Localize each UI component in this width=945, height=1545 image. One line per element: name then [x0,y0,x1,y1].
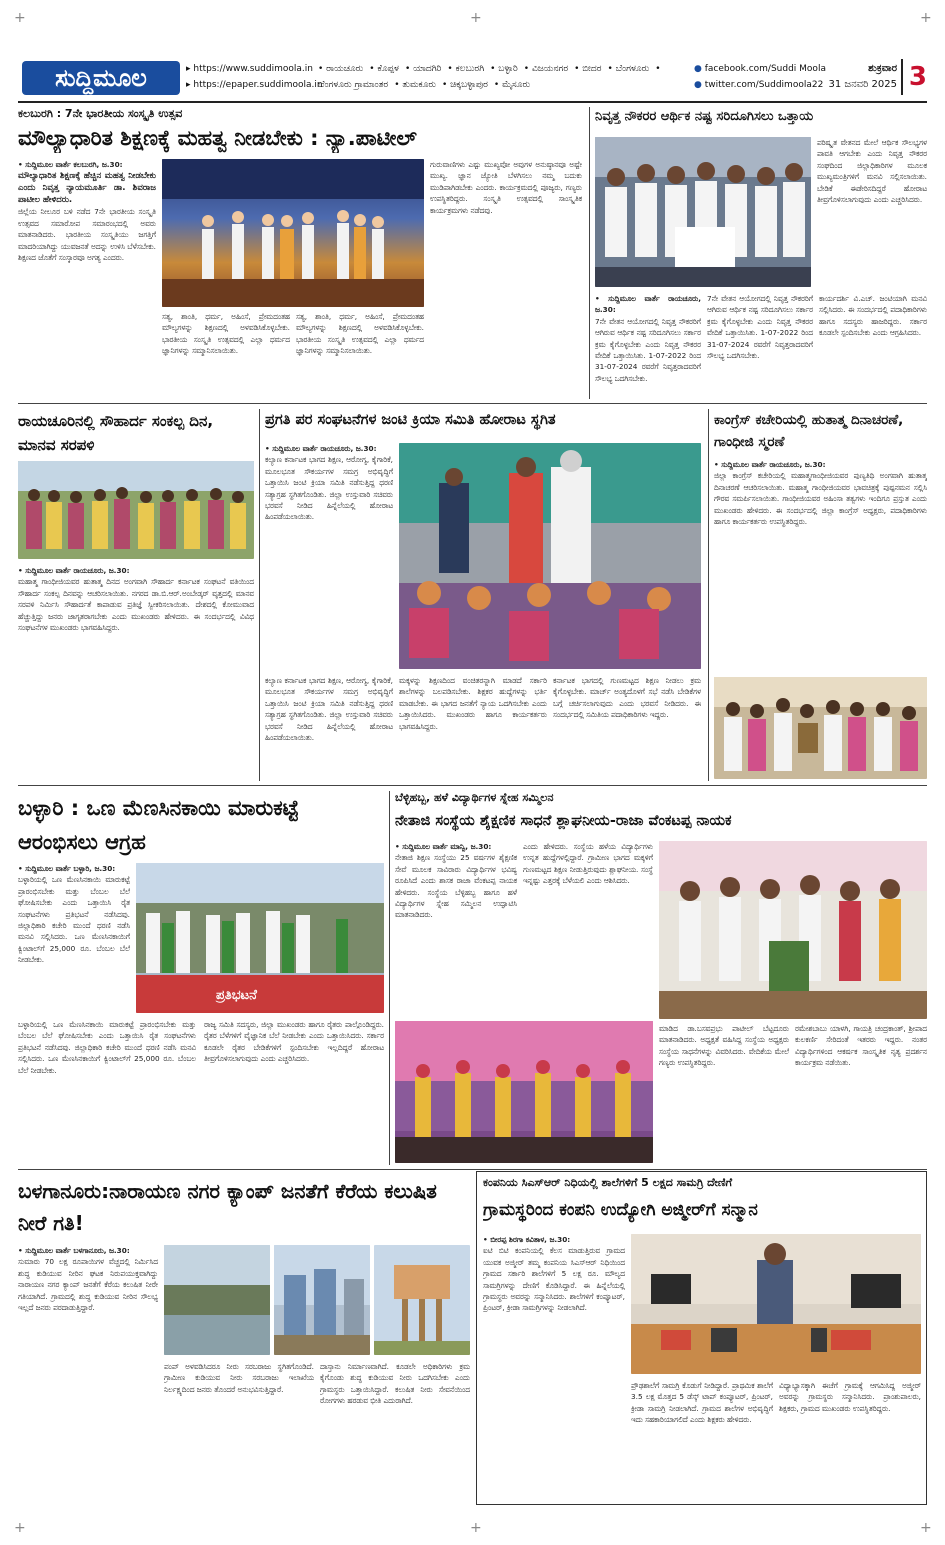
story-kicker: ಕಲಬುರಗಿ : 7ನೇ ಭಾರತೀಯ ಸಂಸ್ಕೃತಿ ಉತ್ಸವ [18,107,183,120]
section-rule [18,1169,927,1170]
inauguration-photo [659,841,927,1019]
story-column [707,293,813,399]
paragraph: ವಿಧ್ಯಾಭ್ಯಾಸಕ್ಕಾಗಿ ಈಚೆಗೆ ಗ್ರಾಮಕ್ಕೆ ಆಗಮಿಸಿದ್ದ ಅಜ್ಮೀರ್ ಅವರನ್ನು ಗ್ರಾಮಸ್ಥರು ಸನ್ಮಾನಿಸಿದರು. ಪ್ರಾಂಶುಪಾಲರು, ಶಿಕ್ಷಕರು, ಗ್ರಾಮದ ಮುಖಂಡರು ಉಪಸ್ಥಿತರಿದ್ದರು. [779,1381,921,1413]
story-chilli-market [18,791,384,1165]
lake-photo [164,1245,270,1355]
paragraph: ಗುರುವಾಣಿಗಳು ಎಷ್ಟು ಮುಖ್ಯವೋ ಅವುಗಳ ಅನುಷ್ಠಾನವೂ ಅಷ್ಟೇ ಮುಖ್ಯ. ಜ್ಞಾನ ಜ್ಯೋತಿ ಬೆಳಗಿಸಲು ನಮ್ಮ ಬದುಕು ಮುಡಿಪಾಗಿಡಬೇಕು ಎಂದರು. ಕಾರ್ಯಕ್ರಮದಲ್ಲಿ ಪೂಜ್ಯರು, ಗಣ್ಯರು ಉಪಸ್ಥಿತರಿದ್ದರು. ಸಂಸ್ಕೃತಿ ಉತ್ಸವದಲ್ಲಿ ಸಾಂಸ್ಕೃತಿಕ ಕಾರ್ಯಕ್ರಮಗಳು ನಡೆದವು. [430,160,582,215]
paragraph: 7ನೇ ವೇತನ ಆಯೋಗದಲ್ಲಿ ನಿವೃತ್ತ ನೌಕರರಿಗೆ ಆಗಿರುವ ಆರ್ಥಿಕ ನಷ್ಟ ಸರಿದೂಗಿಸಲು ಸರ್ಕಾರ ಕ್ರಮ ಕೈಗೊಳ್ಳಬೇಕು ಎಂದು ನಿವೃತ್ತ ನೌಕರರ ವೇದಿಕೆ ಒತ್ತಾಯಿಸಿತು. 1-07-2022 ರಿಂದ 31-07-2024 ರವರೆಗೆ ನಿವೃತ್ತರಾದವರಿಗೆ ಸೌಲಭ್ಯ ಒದಗಿಸಬೇಕು. [707,294,813,361]
lead-paragraph: ಮೌಲ್ಯಾಧಾರಿತ ಶಿಕ್ಷಣಕ್ಕೆ ಹೆಚ್ಚಿನ ಮಹತ್ವ ನೀಡಬೇಕು ಎಂದು ನಿವೃತ್ತ ನ್ಯಾಯಮೂರ್ತಿ ಡಾ. ಶಿವರಾಜ ಪಾಟೀಲ ಹೇಳಿದರು. [18,171,156,206]
twitter-link[interactable]: ● twitter.com/Suddimoola22 [694,80,824,90]
story-column [162,311,290,397]
district-list [318,61,688,93]
water-plant-photo [274,1245,370,1355]
donation-photo [631,1234,921,1374]
paragraph: ಸುಮಾರು 70 ಲಕ್ಷ ರೂಪಾಯಿಗಳ ವೆಚ್ಚದಲ್ಲಿ ನಿರ್ಮಿಸಿದ ಶುದ್ಧ ಕುಡಿಯುವ ನೀರಿನ ಘಟಕ ನಿರುಪಯುಕ್ತವಾಗಿದ್ದು ನಾರಾಯಣ ನಗರ ಕ್ಯಾಂಪ್ ಜನತೆಗೆ ಕೆರೆಯ ಕಲುಷಿತ ನೀರೇ ಗತಿಯಾಗಿದೆ. ಗ್ರಾಮದಲ್ಲಿ ಶುದ್ಧ ಕುಡಿಯುವ ನೀರಿನ ಸೌಲಭ್ಯ ಇಲ್ಲದೆ ಜನರು ಪರದಾಡುತ್ತಿದ್ದಾರೆ. [18,1257,158,1313]
story-column [204,1019,384,1163]
paragraph: ರಾಜ್ಯ ಸಮಿತಿ ಸದಸ್ಯರು, ಜಿಲ್ಲಾ ಮುಖಂಡರು ಹಾಗೂ ರೈತರು ಪಾಲ್ಗೊಂಡಿದ್ದರು. ರೈತರ ಬೆಳೆಗಳಿಗೆ ವೈಜ್ಞಾನಿಕ ಬೆಲೆ ನೀಡಬೇಕು ಎಂದು ಒತ್ತಾಯಿಸಿದರು. ಸರ್ಕಾರ ಕೂಡಲೇ ರೈತರ ಬೇಡಿಕೆಗಳಿಗೆ ಸ್ಪಂದಿಸಬೇಕು ಇಲ್ಲದಿದ್ದರೆ ಹೋರಾಟ ತೀವ್ರಗೊಳಿಸಲಾಗುವುದು ಎಂದು ಎಚ್ಚರಿಸಿದರು. [204,1020,384,1064]
paragraph: ಸತ್ಯ, ಶಾಂತಿ, ಧರ್ಮ, ಅಹಿಂಸೆ, ಪ್ರೇಮದಂತಹ ಮೌಲ್ಯಗಳನ್ನು ಶಿಕ್ಷಣದಲ್ಲಿ ಅಳವಡಿಸಿಕೊಳ್ಳಬೇಕು. ಭಾರತೀಯ ಸಂಸ್ಕೃತಿ ಉತ್ಸವದಲ್ಲಿ ಎಲ್ಲಾ ಧರ್ಮದ ಜ್ಞಾನಿಗಳನ್ನು ಸಮ್ಮಾನಿಸಲಾಯಿತು. [162,312,290,356]
social-links [694,61,826,93]
byline: • ಸುದ್ದಿಮೂಲ ವಾರ್ತೆ ರಾಯಚೂರು, ಜ.30: [18,566,130,575]
story-column [483,1234,625,1502]
story-headline: ನಿವೃತ್ತ ನೌಕರರ ಆರ್ಥಿಕ ನಷ್ಟ ಸರಿದೂಗಿಸಲು ಒತ್ತಾಯ [595,109,814,124]
newspaper-logo: ಸುದ್ದಿಮೂಲ [22,61,180,95]
story-joint-action-committee [265,409,703,781]
story-headline: ಮೌಲ್ಯಾಧಾರಿತ ಶಿಕ್ಷಣಕ್ಕೆ ಮಹತ್ವ ನೀಡಬೇಕು : ನ್ಯಾ.ಪಾಟೀಲ್ [18,126,417,150]
district-link[interactable]: • ವಿಜಯನಗರ [523,64,569,74]
polluted-lake-photo [164,1245,270,1355]
story-kicker: ಕಂಪನಿಯ ಸಿಎಸ್ಆರ್ ನಿಧಿಯಲ್ಲಿ ಶಾಲೆಗಳಿಗೆ 5 ಲಕ್ಷದ ಸಾಮಗ್ರಿ ದೇಣಿಗೆ [483,1176,733,1189]
overhead-tank-photo [374,1245,470,1355]
protest-gathering-photo [399,443,701,669]
group-photo [595,137,811,287]
computer-lab-photo [631,1234,921,1374]
byline: • ಸುದ್ದಿಮೂಲ ವಾರ್ತೆ ರಾಯಚೂರು, ಜ.30: [265,444,377,453]
story-column [631,1380,773,1502]
url-list [186,61,323,93]
column-rule [708,409,709,781]
epaper-link[interactable]: ▸ https://epaper.suddimoola.in [186,80,323,90]
date: 31 ಜನವರಿ 2025 [828,79,897,90]
story-harmony-day [18,409,254,781]
column-rule [589,107,590,399]
crowd-photo [18,461,254,559]
story-column [320,1361,470,1503]
story-column [18,159,156,397]
event-stage-photo [162,159,424,307]
byline: • ಸುದ್ದಿಮೂಲ ವಾರ್ತೆ ರಾಯಚೂರು, ಜ.30: [714,460,826,469]
paragraph: ಎಂದು ಹೇಳಿದರು. ಸಂಸ್ಥೆಯ ಹಳೆಯ ವಿದ್ಯಾರ್ಥಿಗಳು ಉನ್ನತ ಹುದ್ದೆಗಳಲ್ಲಿದ್ದಾರೆ. ಗ್ರಾಮೀಣ ಭಾಗದ ಮಕ್ಕಳಿಗೆ ಗುಣಮಟ್ಟದ ಶಿಕ್ಷಣ ನೀಡುತ್ತಿರುವುದು ಶ್ಲಾಘನೀಯ. ಸಂಸ್ಥೆ ಇನ್ನಷ್ಟು ಎತ್ತರಕ್ಕೆ ಬೆಳೆಯಲಿ ಎಂದು ಆಶಿಸಿದರು. [523,842,653,886]
story-column [714,459,927,673]
story-column [164,1361,314,1503]
story-column [819,293,927,399]
byline: • ಸುದ್ದಿಮೂಲ ವಾರ್ತೆ ಕಲಬುರಗಿ, ಜ.30: [18,160,123,169]
story-column [430,159,582,397]
masthead [18,59,927,103]
story-column [18,863,130,1013]
paragraph: ಜಿಲ್ಲೆಯ ನೀಲೂರ ಬಳಿ ನಡೆದ 7ನೇ ಭಾರತೀಯ ಸಂಸ್ಕೃತಿ ಉತ್ಸವದ ಸಮಾರೋಪ ಸಮಾರಂಭದಲ್ಲಿ ಅವರು ಮಾತನಾಡಿದರು. ಭಾರತೀಯ ಸಂಸ್ಕೃತಿಯು ಜಗತ್ತಿಗೆ ಮಾದರಿಯಾಗಿದ್ದು ಯುವಜನತೆ ಅದನ್ನು ಉಳಿಸಿ ಬೆಳೆಸಬೇಕು. ಶಿಕ್ಷಣದ ಜೊತೆಗೆ ಸಂಸ್ಕಾರವೂ ಅಗತ್ಯ ಎಂದರು. [18,207,156,263]
story-column [523,841,653,1015]
weekday: ಶುಕ್ರವಾರ [868,63,897,74]
crop-mark: + [470,1520,482,1536]
story-column [779,1380,921,1502]
farmers-protest-photo [136,863,384,1013]
district-link[interactable]: • ರಾಯಚೂರು [318,64,364,74]
story-netaji-institution [395,791,927,1165]
crop-mark: + [920,10,932,26]
byline: • ಸುದ್ದಿಮೂಲ ವಾರ್ತೆ ಬಳಗಾನೂರು, ಜ.30: [18,1246,130,1255]
website-link[interactable]: ▸ https://www.suddimoola.in [186,64,313,74]
story-column [659,1023,789,1163]
story-headline: ಬಳ್ಳಾರಿ : ಒಣ ಮೆಣಸಿನಕಾಯಿ ಮಾರುಕಟ್ಟೆ ಆರಂಭಿಸಲು ಆಗ್ರಹ [18,796,299,854]
story-column [265,443,393,669]
district-link[interactable]: • ಬೆಂಗಳೂರು ಗ್ರಾಮಾಂತರ [318,64,661,90]
paragraph: ಜಿಲ್ಲಾ ಕಾಂಗ್ರೆಸ್ ಕಚೇರಿಯಲ್ಲಿ ಮಹಾತ್ಮಗಾಂಧೀಜಿಯವರ ಪುಣ್ಯತಿಥಿ ಅಂಗವಾಗಿ ಹುತಾತ್ಮ ದಿನಾಚರಣೆ ಆಚರಿಸಲಾಯಿತು. ಮಹಾತ್ಮ ಗಾಂಧೀಜಿಯವರ ಭಾವಚಿತ್ರಕ್ಕೆ ಪುಷ್ಪನಮನ ಸಲ್ಲಿಸಿ ಗೌರವ ಸಮರ್ಪಿಸಲಾಯಿತು. ಗಾಂಧೀಜಿಯವರ ಅಹಿಂಸಾ ತತ್ವಗಳು ಇಂದಿಗೂ ಪ್ರಸ್ತುತ ಎಂದು ಮುಖಂಡರು ಹೇಳಿದರು. ಈ ಸಂದರ್ಭದಲ್ಲಿ ಜಿಲ್ಲಾ ಕಾಂಗ್ರೆಸ್ ಅಧ್ಯಕ್ಷರು, ಪದಾಧಿಕಾರಿಗಳು ಹಾಗೂ ಕಾರ್ಯಕರ್ತರು ಉಪಸ್ಥಿತರಿದ್ದರು. [714,471,927,527]
column-rule [389,791,390,1165]
water-tanks-photo [274,1245,370,1355]
dance-performance-photo [395,1021,653,1163]
story-headline: ಬಳಗಾನೂರು:ನಾರಾಯಣ ನಗರ ಕ್ಯಾಂಪ್ ಜನತೆಗೆ ಕೆರೆಯ ಕಲುಷಿತ ನೀರೆ ಗತಿ! [18,1179,437,1235]
district-link[interactable]: • ಕೊಪ್ಪಳ [369,64,399,74]
paragraph: ಮಕ್ಕಳನ್ನು ಶಿಕ್ಷಣದಿಂದ ವಂಚಿತರನ್ನಾಗಿ ಮಾಡದೆ ಸರ್ಕಾರಿ ಶಾಲೆಗಳನ್ನು ಬಲಪಡಿಸಬೇಕು. ಶಿಕ್ಷಕರ ಹುದ್ದೆಗಳನ್ನು ಭರ್ತಿ ಮಾಡಬೇಕು. ಈ ಭಾಗದ ಜನತೆಗೆ ನ್ಯಾಯ ಒದಗಿಸಬೇಕು ಎಂದು ಒತ್ತಾಯಿಸಿದರು. ಮುಖಂಡರು ಹಾಗೂ ಕಾರ್ಯಕರ್ತರು ಭಾಗವಹಿಸಿದ್ದರು. [399,676,547,731]
crop-mark: + [920,1520,932,1536]
paragraph: ಸತ್ಯ, ಶಾಂತಿ, ಧರ್ಮ, ಅಹಿಂಸೆ, ಪ್ರೇಮದಂತಹ ಮೌಲ್ಯಗಳನ್ನು ಶಿಕ್ಷಣದಲ್ಲಿ ಅಳವಡಿಸಿಕೊಳ್ಳಬೇಕು. ಭಾರತೀಯ ಸಂಸ್ಕೃತಿ ಉತ್ಸವದಲ್ಲಿ ಎಲ್ಲಾ ಧರ್ಮದ ಜ್ಞಾನಿಗಳನ್ನು ಸಮ್ಮಾನಿಸಲಾಯಿತು. [296,312,424,356]
sit-in-photo [399,443,701,669]
facebook-icon: ● [694,64,702,74]
twitter-icon: ● [694,80,702,90]
human-chain-photo [18,461,254,559]
tribute-photo [714,677,927,779]
story-column [795,1023,927,1163]
story-kalaburagi [18,107,584,399]
section-rule [18,785,927,786]
paragraph: ಕಾರ್ಯದರ್ಶಿ ವಿ.ಎಚ್. ಜಂಟಿಯಾಗಿ ಮನವಿ ಸಲ್ಲಿಸಿದರು. ಈ ಸಂದರ್ಭದಲ್ಲಿ ಪದಾಧಿಕಾರಿಗಳು ಹಾಗೂ ಸದಸ್ಯರು ಹಾಜರಿದ್ದರು. ಸರ್ಕಾರ ಕೂಡಲೇ ಸ್ಪಂದಿಸಬೇಕು ಎಂದು ಆಗ್ರಹಿಸಿದರು. [819,294,927,338]
column-rule [259,409,260,781]
paragraph: ಮಹಾತ್ಮ ಗಾಂಧೀಜಿಯವರ ಹುತಾತ್ಮ ದಿನದ ಅಂಗವಾಗಿ ಸೌಹಾರ್ದ ಕರ್ನಾಟಕ ಸಂಘಟನೆ ವತಿಯಿಂದ ಸೌಹಾರ್ದ ಸಂಕಲ್ಪ ದಿನವನ್ನು ಆಚರಿಸಲಾಯಿತು. ನಗರದ ಡಾ.ಬಿ.ಆರ್.ಅಂಬೇಡ್ಕರ್ ವೃತ್ತದಲ್ಲಿ ಮಾನವ ಸರಪಳಿ ನಿರ್ಮಿಸಿ ಸೌಹಾರ್ದತೆ ಕಾಪಾಡುವ ಪ್ರತಿಜ್ಞೆ ಸ್ವೀಕರಿಸಲಾಯಿತು. ದೇಶದಲ್ಲಿ ಕೋಮುವಾದ ಹೆಚ್ಚುತ್ತಿದ್ದು ಜನರು ಜಾಗೃತರಾಗಬೇಕು ಎಂದು ಮುಖಂಡರು ಹೇಳಿದರು. ಈ ಸಂದರ್ಭದಲ್ಲಿ ವಿವಿಧ ಸಂಘಟನೆಗಳ ಮುಖಂಡರು ಭಾಗವಹಿಸಿದ್ದರು. [18,577,254,633]
story-headline: ರಾಯಚೂರಿನಲ್ಲಿ ಸೌಹಾರ್ದ ಸಂಕಲ್ಪ ದಿನ, ಮಾನವ ಸರಪಳಿ [18,412,214,454]
paragraph: ಪ್ರೌಢಶಾಲೆಗೆ ಸಾಮಗ್ರಿ ಕೊಡುಗೆ ನೀಡಿದ್ದಾರೆ. ಪ್ರಾಥಮಿಕ ಶಾಲೆಗೆ 3.5 ಲಕ್ಷ ಮೊತ್ತದ 5 ಡೆಸ್ಕ್ ಟಾಪ್ ಕಂಪ್ಯೂಟರ್, ಪ್ರಿಂಟರ್, ಕ್ರೀಡಾ ಸಾಮಗ್ರಿ ನೀಡಲಾಗಿದೆ. ಗ್ರಾಮದ ಶಾಲೆಗಳ ಅಭಿವೃದ್ಧಿಗೆ ಇದು ಸಹಕಾರಿಯಾಗಲಿದೆ ಎಂದು ಶಿಕ್ಷಕರು ಹೇಳಿದರು. [631,1381,773,1425]
crop-mark: + [470,10,482,26]
water-tower-photo [374,1245,470,1355]
page-number: 3 [901,59,927,95]
story-column [399,675,547,779]
paragraph: ರಮೇಶಬಾಬು ಯಾಳಗಿ, ಗಾಯತ್ರಿ ಚಂದ್ರಕಾಂತ್, ಶ್ರೀಪಾದ ಕುಲಕರ್ಣಿ ಸೇರಿದಂತೆ ಇತರರು ಇದ್ದರು. ನಂತರ ವಿದ್ಯಾರ್ಥಿಗಳಿಂದ ಆಕರ್ಷಕ ಸಾಂಸ್ಕೃತಿಕ ನೃತ್ಯ ಪ್ರದರ್ಶನ ಕಾರ್ಯಕ್ರಮ ನಡೆಯಿತು. [795,1024,927,1068]
district-link[interactable]: • ಕಲಬುರಗಿ [447,64,485,74]
event-photo [162,159,424,307]
story-headline: ಕಾಂಗ್ರೆಸ್ ಕಚೇರಿಯಲ್ಲಿ ಹುತಾತ್ಮ ದಿನಾಚರಣೆ, ಗಾಂಧೀಜಿ ಸ್ಮರಣೆ [714,412,904,450]
facebook-link[interactable]: ● facebook.com/Suddi Moola [694,64,826,74]
rally-photo [136,863,384,1013]
protest-photo [595,137,811,287]
paragraph: ದಾಸ್ತಾನು ನಿರ್ಮಾಣವಾಗಿದೆ. ಕೂಡಲೇ ಅಧಿಕಾರಿಗಳು ಕ್ರಮ ಕೈಗೊಂಡು ಶುದ್ಧ ಕುಡಿಯುವ ನೀರು ಒದಗಿಸಬೇಕು ಎಂದು ಗ್ರಾಮಸ್ಥರು ಒತ್ತಾಯಿಸಿದ್ದಾರೆ. ಕಲುಷಿತ ನೀರು ಸೇವನೆಯಿಂದ ರೋಗಗಳು ಹರಡುವ ಭೀತಿ ಎದುರಾಗಿದೆ. [320,1362,470,1406]
paragraph: ಕಲ್ಯಾಣ ಕರ್ನಾಟಕ ಭಾಗದ ಶಿಕ್ಷಣ, ಆರೋಗ್ಯ, ಕೈಗಾರಿಕೆ, ಮೂಲಭೂತ ಸೌಕರ್ಯಗಳ ಸಮಗ್ರ ಅಭಿವೃದ್ಧಿಗೆ ಒತ್ತಾಯಿಸಿ ಜಂಟಿ ಕ್ರಿಯಾ ಸಮಿತಿ ನಡೆಸುತ್ತಿದ್ದ ಧರಣಿ ಸತ್ಯಾಗ್ರಹ ಸ್ಥಗಿತಗೊಂಡಿತು. ಜಿಲ್ಲಾ ಉಸ್ತುವಾರಿ ಸಚಿವರು ಭರವಸೆ ನೀಡಿದ ಹಿನ್ನೆಲೆಯಲ್ಲಿ ಹೋರಾಟ ಹಿಂಪಡೆಯಲಾಯಿತು. [265,455,393,522]
story-column [817,137,927,287]
story-headline: ನೇತಾಜಿ ಸಂಸ್ಥೆಯ ಶೈಕ್ಷಣಿಕ ಸಾಧನೆ ಶ್ಲಾಘನೀಯ-ರಾಜಾ ವೆಂಕಟಪ್ಪ ನಾಯಕ [395,813,732,829]
paragraph: ಕಲ್ಯಾಣ ಕರ್ನಾಟಕ ಭಾಗದ ಶಿಕ್ಷಣ, ಆರೋಗ್ಯ, ಕೈಗಾರಿಕೆ, ಮೂಲಭೂತ ಸೌಕರ್ಯಗಳ ಸಮಗ್ರ ಅಭಿವೃದ್ಧಿಗೆ ಒತ್ತಾಯಿಸಿ ಜಂಟಿ ಕ್ರಿಯಾ ಸಮಿತಿ ನಡೆಸುತ್ತಿದ್ದ ಧರಣಿ ಸತ್ಯಾಗ್ರಹ ಸ್ಥಗಿತಗೊಂಡಿತು. ಜಿಲ್ಲಾ ಉಸ್ತುವಾರಿ ಸಚಿವರು ಭರವಸೆ ನೀಡಿದ ಹಿನ್ನೆಲೆಯಲ್ಲಿ ಹೋರಾಟ ಹಿಂಪಡೆಯಲಾಯಿತು. [265,676,393,743]
group-tribute-photo [714,677,927,779]
story-column [18,1019,196,1163]
paragraph: ಐಟಿ ಬಿಟಿ ಕಂಪನಿಯಲ್ಲಿ ಕೆಲಸ ಮಾಡುತ್ತಿರುವ ಗ್ರಾಮದ ಯುವಕ ಅಜ್ಮೀರ್ ತಮ್ಮ ಕಂಪನಿಯ ಸಿಎಸ್ಆರ್ ನಿಧಿಯಿಂದ ಗ್ರಾಮದ ಸರ್ಕಾರಿ ಶಾಲೆಗಳಿಗೆ 5 ಲಕ್ಷ ರೂ. ಮೌಲ್ಯದ ಸಾಮಗ್ರಿಗಳನ್ನು ದೇಣಿಗೆ ಕೊಡಿಸಿದ್ದಾರೆ. ಈ ಹಿನ್ನೆಲೆಯಲ್ಲಿ ಗ್ರಾಮಸ್ಥರು ಅವರನ್ನು ಸನ್ಮಾನಿಸಿದರು. ಶಾಲೆಗಳಿಗೆ ಕಂಪ್ಯೂಟರ್, ಪ್ರಿಂಟರ್, ಕ್ರೀಡಾ ಸಾಮಗ್ರಿಗಳನ್ನು ನೀಡಲಾಗಿದೆ. [483,1246,625,1313]
district-link[interactable]: • ತುಮಕೂರು [394,80,436,90]
district-link[interactable]: • ಬೀದರ [574,64,602,74]
paragraph: ಬಳ್ಳಾರಿಯಲ್ಲಿ ಒಣ ಮೆಣಸಿನಕಾಯಿ ಮಾರುಕಟ್ಟೆ ಪ್ರಾರಂಭಿಸಬೇಕು ಮತ್ತು ಬೆಂಬಲ ಬೆಲೆ ಘೋಷಿಸಬೇಕು ಎಂದು ಒತ್ತಾಯಿಸಿ ರೈತ ಸಂಘಟನೆಗಳು ಪ್ರತಿಭಟನೆ ನಡೆಸಿದವು. ಜಿಲ್ಲಾಧಿಕಾರಿ ಕಚೇರಿ ಮುಂದೆ ಧರಣಿ ನಡೆಸಿ ಮನವಿ ಸಲ್ಲಿಸಿದರು. ಒಣ ಮೆಣಸಿನಕಾಯಿಗೆ ಕ್ವಿಂಟಾಲ್‌ಗೆ 25,000 ರೂ. ಬೆಂಬಲ ಬೆಲೆ ನೀಡಬೇಕು. [18,875,130,965]
story-column [553,675,701,779]
newspaper-page [18,55,927,1505]
story-column [595,293,701,399]
district-link[interactable]: • ಬೆಂಗಳೂರು [607,64,650,74]
district-link[interactable]: • ಚಿಕ್ಕಬಳ್ಳಾಪುರ [441,80,488,90]
paragraph: ಬಳ್ಳಾರಿಯಲ್ಲಿ ಒಣ ಮೆಣಸಿನಕಾಯಿ ಮಾರುಕಟ್ಟೆ ಪ್ರಾರಂಭಿಸಬೇಕು ಮತ್ತು ಬೆಂಬಲ ಬೆಲೆ ಘೋಷಿಸಬೇಕು ಎಂದು ಒತ್ತಾಯಿಸಿ ರೈತ ಸಂಘಟನೆಗಳು ಪ್ರತಿಭಟನೆ ನಡೆಸಿದವು. ಜಿಲ್ಲಾಧಿಕಾರಿ ಕಚೇರಿ ಮುಂದೆ ಧರಣಿ ನಡೆಸಿ ಮನವಿ ಸಲ್ಲಿಸಿದರು. ಒಣ ಮೆಣಸಿನಕಾಯಿಗೆ ಕ್ವಿಂಟಾಲ್‌ಗೆ 25,000 ರೂ. ಬೆಂಬಲ ಬೆಲೆ ನೀಡಬೇಕು. [18,1020,196,1075]
stage-guests-photo [659,841,927,1019]
paragraph: ಕರ್ನಾಟಕ ಭಾಗದಲ್ಲಿ ಗುಣಮಟ್ಟದ ಶಿಕ್ಷಣ ನೀಡಲು ಕ್ರಮ ಕೈಗೊಳ್ಳಬೇಕು. ಮಾರ್ಚ್ ಅಂತ್ಯದೊಳಗೆ ಸಭೆ ನಡೆಸಿ ಬೇಡಿಕೆಗಳ ಬಗ್ಗೆ ಚರ್ಚಿಸಲಾಗುವುದು ಎಂದು ಭರವಸೆ ನೀಡಿದರು. ಈ ಸಂದರ್ಭದಲ್ಲಿ ಸಮಿತಿಯ ಪದಾಧಿಕಾರಿಗಳು ಇದ್ದರು. [553,676,701,720]
story-column [296,311,424,397]
story-column [395,841,517,1015]
story-headline: ಗ್ರಾಮಸ್ಥರಿಂದ ಕಂಪನಿ ಉದ್ಯೋಗಿ ಅಜ್ಮೀರ್‌ಗೆ ಸನ್ಮಾನ [483,1200,758,1220]
district-link[interactable]: • ಮೈಸೂರು [493,80,531,90]
story-retired-employees [595,107,927,399]
dateline [828,61,897,93]
crop-mark: + [14,1520,26,1536]
crop-mark: + [14,10,26,26]
byline: • ಬೀರಪ್ಪ ಶಿರಗಾ ಕವಿತಾಳ, ಜ.30: [483,1235,571,1244]
story-column [18,565,254,779]
story-column [265,675,393,779]
byline: • ಸುದ್ದಿಮೂಲ ವಾರ್ತೆ ಮಾನ್ವಿ, ಜ.30: [395,842,492,851]
story-contaminated-water [18,1175,470,1505]
story-kicker: ಬೆಳ್ಳಿಹಬ್ಬ, ಹಳೆ ವಿದ್ಯಾರ್ಥಿಗಳ ಸ್ನೇಹ ಸಮ್ಮಿಲನ [395,791,554,804]
banner-text: ಪ್ರತಿಭಟನೆ [216,988,257,1003]
paragraph: ಪರಿಷ್ಕೃತ ವೇತನದ ಮೇಲೆ ಆರ್ಥಿಕ ಸೌಲಭ್ಯಗಳ ಪಾವತಿ ಆಗಬೇಕು ಎಂದು ನಿವೃತ್ತ ನೌಕರರ ಸಂಘದಿಂದ ಜಿಲ್ಲಾಧಿಕಾರಿಗಳ ಮೂಲಕ ಮುಖ್ಯಮಂತ್ರಿಗಳಿಗೆ ಮನವಿ ಸಲ್ಲಿಸಲಾಯಿತು. ಬೇಡಿಕೆ ಈಡೇರಿಸದಿದ್ದರೆ ಹೋರಾಟ ತೀವ್ರಗೊಳಿಸಲಾಗುವುದು ಎಂದು ಎಚ್ಚರಿಸಿದರು. [817,138,927,205]
story-column [18,1245,158,1503]
story-csr-donation-box [476,1171,927,1505]
district-link[interactable]: • ಯಾದಗಿರಿ [404,64,442,74]
section-rule [18,403,927,404]
story-congress-martyrs-day [714,409,927,781]
paragraph: ಮಾಡಿದ ಡಾ.ಬಸವಪ್ರಭು ಪಾಟೀಲ್ ಬೆಟ್ಟದೂರು ಮಾತನಾಡಿದರು. ಅಧ್ಯಕ್ಷತೆ ವಹಿಸಿದ್ದ ಸಂಸ್ಥೆಯ ಅಧ್ಯಕ್ಷರು ಸಂಸ್ಥೆಯ ಸಾಧನೆಗಳನ್ನು ವಿವರಿಸಿದರು. ವೇದಿಕೆಯ ಮೇಲೆ ಗಣ್ಯರು ಉಪಸ್ಥಿತರಿದ್ದರು. [659,1024,789,1068]
district-link[interactable]: • ಬಳ್ಳಾರಿ [490,64,518,74]
paragraph: 7ನೇ ವೇತನ ಆಯೋಗದಲ್ಲಿ ನಿವೃತ್ತ ನೌಕರರಿಗೆ ಆಗಿರುವ ಆರ್ಥಿಕ ನಷ್ಟ ಸರಿದೂಗಿಸಲು ಸರ್ಕಾರ ಕ್ರಮ ಕೈಗೊಳ್ಳಬೇಕು ಎಂದು ನಿವೃತ್ತ ನೌಕರರ ವೇದಿಕೆ ಒತ್ತಾಯಿಸಿತು. 1-07-2022 ರಿಂದ 31-07-2024 ರವರೆಗೆ ನಿವೃತ್ತರಾದವರಿಗೆ ಸೌಲಭ್ಯ ಒದಗಿಸಬೇಕು. [595,316,701,383]
paragraph: ನೇತಾಜಿ ಶಿಕ್ಷಣ ಸಂಸ್ಥೆಯು 25 ವರ್ಷಗಳ ಶೈಕ್ಷಣಿಕ ಸೇವೆ ಮೂಲಕ ಸಾವಿರಾರು ವಿದ್ಯಾರ್ಥಿಗಳ ಭವಿಷ್ಯ ರೂಪಿಸಿದೆ ಎಂದು ಶಾಸಕ ರಾಜಾ ವೆಂಕಟಪ್ಪ ನಾಯಕ ಹೇಳಿದರು. ಸಂಸ್ಥೆಯ ಬೆಳ್ಳಿಹಬ್ಬ ಹಾಗೂ ಹಳೆ ವಿದ್ಯಾರ್ಥಿಗಳ ಸ್ನೇಹ ಸಮ್ಮಿಲನ ಉದ್ಘಾಟಿಸಿ ಮಾತನಾಡಿದರು. [395,853,517,920]
paragraph: ಪಂಪ್ ಅಳವಡಿಸಿದರೂ ನೀರು ಸರಬರಾಜು ಸ್ಥಗಿತಗೊಂಡಿದೆ. ಗ್ರಾಮೀಣ ಕುಡಿಯುವ ನೀರು ಸರಬರಾಜು ಇಲಾಖೆಯ ನಿರ್ಲಕ್ಷ್ಯದಿಂದ ಜನರು ತೊಂದರೆ ಅನುಭವಿಸುತ್ತಿದ್ದಾರೆ. [164,1362,314,1394]
byline: • ಸುದ್ದಿಮೂಲ ವಾರ್ತೆ ರಾಯಚೂರು, ಜ.30: [595,294,701,315]
stage-dance-photo [395,1021,653,1163]
byline: • ಸುದ್ದಿಮೂಲ ವಾರ್ತೆ ಬಳ್ಳಾರಿ, ಜ.30: [18,864,116,873]
story-headline: ಪ್ರಗತಿ ಪರ ಸಂಘಟನೆಗಳ ಜಂಟಿ ಕ್ರಿಯಾ ಸಮಿತಿ ಹೋರಾಟ ಸ್ಥಗಿತ [265,412,556,428]
